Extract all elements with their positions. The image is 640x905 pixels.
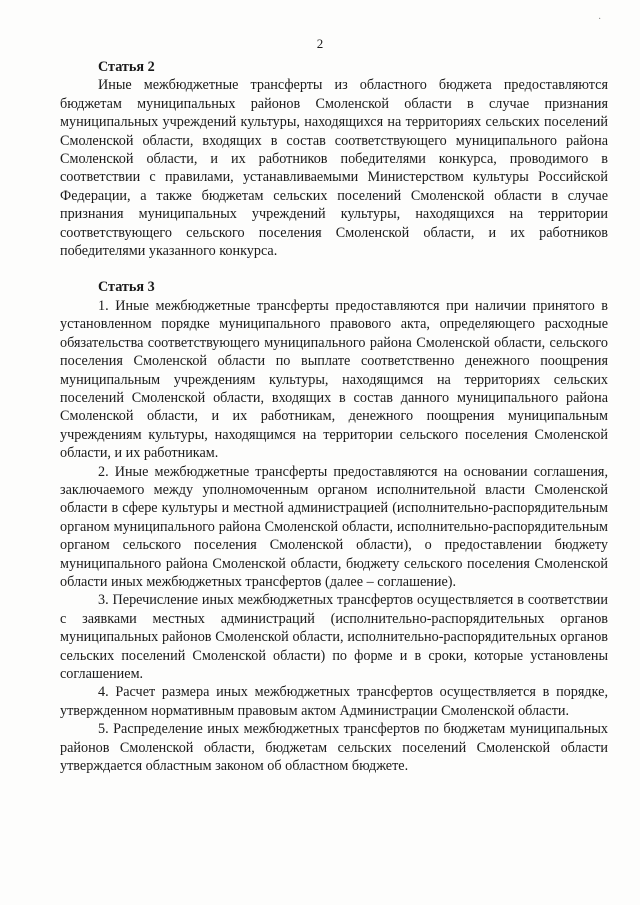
- article-2: [60, 58, 608, 260]
- article-2-paragraph: Иные межбюджетные трансферты из областного бюджета предоставляются бюджетам муниципальных районов Смоленской области в случае признания муниципальных учреждений культуры, находящихся на территориях сельских поселений Смоленской области, входящих в состав соответствующего муниципального района Смоленской области, и их работников победителями конкурса, проводимого в соответствии с правилами, устанавливаемыми Министерством культуры Российской Федерации, а также бюджетам сельских поселений Смоленской области в случае признания муниципальных учреждений культуры, находящихся на территории соответствующего сельского поселения Смоленской области, и их работников победителями указанного конкурса.: [60, 77, 608, 260]
- article-3-paragraph-4: 4. Расчет размера иных межбюджетных трансфертов осуществляется в порядке, утвержденном нормативным правовым актом Администрации Смоленской области.: [60, 684, 608, 719]
- article-3-heading: Статья 3: [98, 279, 155, 296]
- article-3: [60, 278, 608, 775]
- article-3-paragraph-5: 5. Распределение иных межбюджетных трансфертов по бюджетам муниципальных районов Смоленской области, бюджетам сельских поселений Смоленской области утверждается областным законом об областном бюджете.: [60, 721, 608, 775]
- page-number: 2: [316, 36, 324, 51]
- document-body: [60, 58, 608, 775]
- article-3-paragraph-2: 2. Иные межбюджетные трансферты предоставляются на основании соглашения, заключаемого между уполномоченным органом исполнительной власти Смоленской области в сфере культуры и местной администрацией (исполнительно-распорядительным органом муниципального района Смоленской области, исполнительно-распорядительным органом сельского поселения Смоленской области), о предоставлении бюджету муниципального района Смоленской области, бюджету сельского поселения Смоленской области иных межбюджетных трансфертов (далее – соглашение).: [60, 463, 608, 590]
- article-2-heading: Статья 2: [98, 59, 155, 75]
- article-3-paragraph-3: 3. Перечисление иных межбюджетных трансфертов осуществляется в соответствии с заявками местных администраций (исполнительно-распорядительных органов муниципальных районов Смоленской области, исполнительно-распорядительных органов сельских поселений Смоленской области) по форме и в сроки, которые установлены соглашением.: [60, 592, 608, 682]
- article-3-paragraph-1: 1. Иные межбюджетные трансферты предоставляются при наличии принятого в установленном порядке муниципального правового акта, определяющего расходные обязательства соответствующего муниципального района Смоленской области, сельского поселения Смоленской области по выплате соответственно денежного поощрения муниципальным учреждениям культуры, находящимся на территориях сельских поселений Смоленской области, входящих в состав данного муниципального района Смоленской области, и их работникам, денежного поощрения муниципальным учреждениям культуры, находящимся на территории сельского поселения Смоленской области, и их работникам.: [60, 297, 608, 462]
- section-gap: [60, 260, 608, 278]
- scan-speck: ·: [598, 14, 602, 25]
